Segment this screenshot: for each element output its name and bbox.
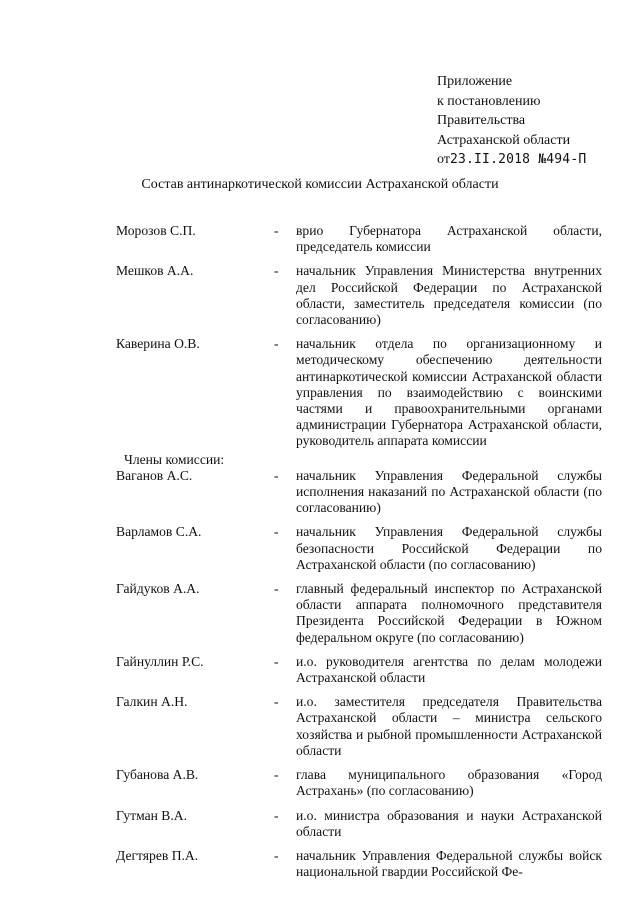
member-name: Морозов С.П. xyxy=(116,223,196,238)
separator-dash: - xyxy=(274,263,279,279)
member-name: Галкин А.Н. xyxy=(116,694,188,710)
separator-dash: - xyxy=(274,847,279,863)
roster-row xyxy=(116,336,606,449)
appendix-line: Астраханской области xyxy=(437,132,571,148)
member-role: начальник отдела по организационному и методическому обеспечению деятельности антинаркотической комиссии Астраханской области управления по взаимодействию с воинскими частями и правоохранительными органами администрации Губернатора Астраханской области, руководитель аппарата комиссии xyxy=(296,336,602,449)
member-name: Каверина О.В. xyxy=(116,336,200,352)
separator-dash: - xyxy=(274,653,279,669)
separator-dash: - xyxy=(274,694,279,710)
roster-row xyxy=(116,654,606,686)
member-name: Варламов С.А. xyxy=(116,524,202,540)
appendix-date-line xyxy=(437,150,586,170)
date-prefix: от xyxy=(437,152,450,168)
separator-dash: - xyxy=(274,767,279,783)
member-name: Гайнуллин Р.С. xyxy=(116,653,204,669)
member-name: Дегтярев П.А. xyxy=(116,847,199,863)
separator-dash: - xyxy=(274,581,279,597)
member-name: Мешков А.А. xyxy=(116,263,194,279)
member-name: Ваганов А.С. xyxy=(116,467,193,483)
document-title: Состав антинаркотической комиссии Астраханской области xyxy=(141,177,499,192)
member-name: Гайдуков А.А. xyxy=(116,581,200,597)
appendix-line: Приложение xyxy=(437,74,513,89)
member-role: начальник Управления Федеральной службы безопасности Российской Федерации по Астраханской области (по согласованию) xyxy=(296,524,602,572)
roster-row xyxy=(116,767,606,799)
roster-row xyxy=(116,263,606,328)
separator-dash: - xyxy=(274,467,279,483)
roster-row xyxy=(116,223,606,255)
appendix-line: Правительства xyxy=(437,113,526,129)
member-role: начальник Управления Федеральной службы исполнения наказаний по Астраханской области (по согласованию) xyxy=(296,467,602,516)
roster-row xyxy=(116,694,606,759)
member-role: главный федеральный инспектор по Астраханской области аппарата полномочного представителя Президента Российской Федерации в Южном федеральном округе (по согласованию) xyxy=(296,581,602,645)
member-name: Гутман В.А. xyxy=(116,807,187,823)
member-name: Губанова А.В. xyxy=(116,767,199,783)
members-section-label: Члены комиссии: xyxy=(124,451,225,467)
roster-row xyxy=(116,848,606,880)
separator-dash: - xyxy=(274,336,279,352)
roster-row xyxy=(116,808,606,840)
separator-dash: - xyxy=(274,223,279,238)
member-role: и.о. руководителя агентства по делам молодежи Астраханской области xyxy=(296,653,602,686)
member-role: начальник Управления Федеральной службы войск национальной гвардии Российской Фе- xyxy=(296,847,602,880)
member-role: начальник Управления Министерства внутренних дел Российской Федерации по Астраханской области, заместитель председателя комиссии (по согласованию) xyxy=(296,263,602,328)
separator-dash: - xyxy=(274,524,279,540)
roster-row xyxy=(116,468,606,517)
member-role: и.о. заместителя председателя Правительства Астраханской области – министра сельского хозяйства и рыбной промышленности Астраханской области xyxy=(296,694,602,758)
member-role: врио Губернатора Астраханской области, председатель комиссии xyxy=(296,223,602,255)
appendix-line: к постановлению xyxy=(437,93,541,109)
date-stamp: 23.II.2018 №494-П xyxy=(449,152,587,168)
member-role: глава муниципального образования «Город Астрахань» (по согласованию) xyxy=(296,767,602,799)
appendix-block xyxy=(437,72,586,170)
separator-dash: - xyxy=(274,807,279,823)
member-role: и.о. министра образования и науки Астраханской области xyxy=(296,807,602,839)
roster-row xyxy=(116,524,606,573)
roster-row xyxy=(116,581,606,646)
commission-roster xyxy=(116,223,606,880)
